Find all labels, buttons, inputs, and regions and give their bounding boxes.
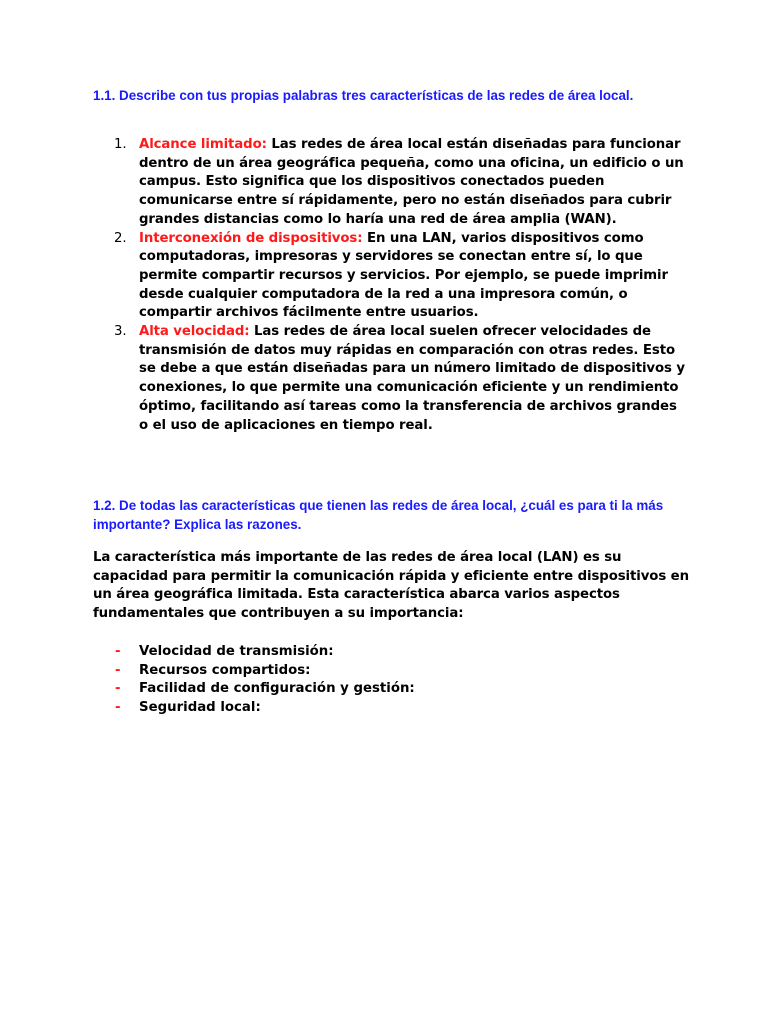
dash-bullet: - xyxy=(115,681,121,697)
list-number: 3. xyxy=(114,324,127,340)
bullet-text: Seguridad local: xyxy=(139,700,261,716)
question-1-title: 1.1. Describe con tus propias palabras tres características de las redes de área local. xyxy=(93,88,634,103)
list-number: 1. xyxy=(114,137,127,152)
bullet-text: Facilidad de configuración y gestión: xyxy=(139,681,415,697)
list-item xyxy=(93,662,653,681)
list-item xyxy=(93,643,653,662)
bullet-text: Velocidad de transmisión: xyxy=(139,644,334,659)
bullet-text: Recursos compartidos: xyxy=(139,662,311,678)
dash-bullet: - xyxy=(115,700,121,716)
list-item xyxy=(93,699,653,718)
dash-bullet: - xyxy=(115,644,121,659)
aspects-list xyxy=(93,643,653,718)
list-number: 2. xyxy=(114,230,127,246)
question-2-title: 1.2. De todas las características que tienen las redes de área local, ¿cuál es para ti la más importante? Explica las razones. xyxy=(93,498,664,532)
list-item xyxy=(110,136,690,230)
list-item xyxy=(110,323,690,435)
answer-paragraph: La característica más importante de las redes de área local (LAN) es su capacidad para permitir la comunicación rápida y eficiente entre dispositivos en un área geográfica limitada. Esta característica abarca varios aspectos fundamentales que contribuyen a su importancia: xyxy=(93,550,689,622)
item-lead: Interconexión de dispositivos: xyxy=(139,230,363,246)
item-text: Las redes de área local están diseñadas para funcionar dentro de un área geográfica pequeña, como una oficina, un edificio o un campus. Esto significa que los dispositivos conectados pueden comunicarse entre sí rápidamente, pero no están diseñados para cubrir grandes distancias como lo haría una red de área amplia (WAN). xyxy=(139,137,684,227)
list-item xyxy=(110,230,690,324)
item-lead: Alcance limitado: xyxy=(139,137,267,152)
characteristics-list xyxy=(110,136,690,435)
item-text: Las redes de área local suelen ofrecer velocidades de transmisión de datos muy rápidas en comparación con otras redes. Esto se debe a que están diseñadas para un número limitado de dispositivos y conexiones, lo que permite una comunicación eficiente y un rendimiento óptimo, facilitando así tareas como la transferencia de archivos grandes o el uso de aplicaciones en tiempo real. xyxy=(139,324,685,433)
item-lead: Alta velocidad: xyxy=(139,324,250,340)
item-text: En una LAN, varios dispositivos como computadoras, impresoras y servidores se conectan entre sí, lo que permite compartir recursos y servicios. Por ejemplo, se puede imprimir desde cualquier computadora de la red a una impresora común, o compartir archivos fácilmente entre usuarios. xyxy=(139,230,668,321)
dash-bullet: - xyxy=(115,662,121,678)
list-item xyxy=(93,680,653,699)
